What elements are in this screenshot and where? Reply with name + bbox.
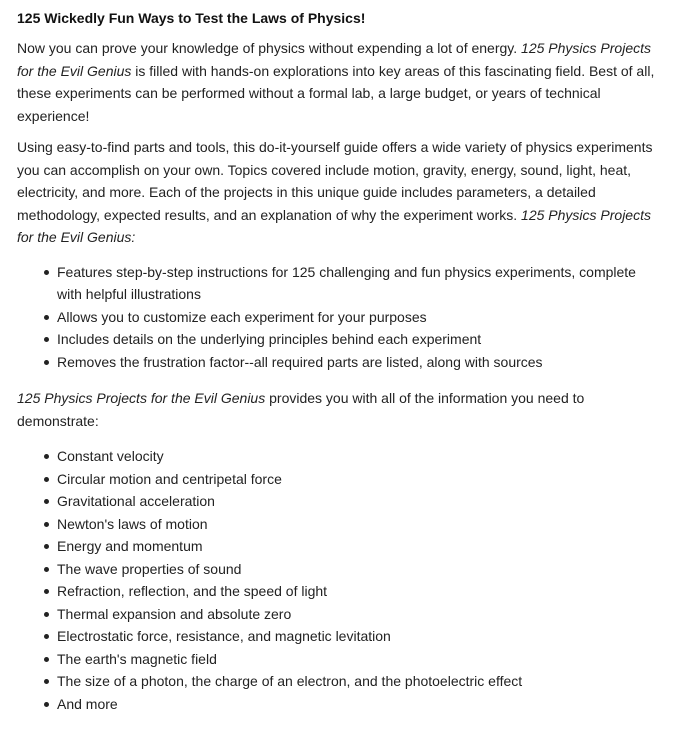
- bullet-icon: [44, 499, 49, 504]
- list-item-text: Energy and momentum: [57, 538, 203, 554]
- intro-text: is filled with hands-on explorations into key areas of this fascinating field. Best of all, these experiments can be performed without a formal lab, a large budget, or years of technical experience!: [17, 62, 655, 124]
- list-item: [57, 261, 662, 306]
- bullet-icon: [44, 315, 49, 320]
- list-item-text: Constant velocity: [57, 448, 164, 464]
- demonstrate-paragraph: [17, 387, 662, 432]
- bullet-icon: [44, 360, 49, 365]
- list-item: [57, 648, 662, 671]
- list-item: [57, 558, 662, 581]
- list-item-text: The wave properties of sound: [57, 560, 242, 577]
- bullet-icon: [44, 634, 49, 639]
- list-item: [57, 603, 662, 626]
- list-item: [57, 670, 662, 693]
- bullet-icon: [44, 270, 49, 275]
- bullet-icon: [44, 702, 49, 707]
- list-item-text: Thermal expansion and absolute zero: [57, 605, 292, 622]
- bullet-icon: [44, 657, 49, 662]
- list-item-text: Allows you to customize each experiment for your purposes: [57, 308, 427, 325]
- list-item: [57, 328, 662, 351]
- intro-text: Now you can prove your knowledge of physics without expending a lot of energy.: [17, 40, 522, 56]
- bullet-icon: [44, 522, 49, 527]
- list-item-text: Circular motion and centripetal force: [57, 470, 282, 487]
- page-title: 125 Wickedly Fun Ways to Test the Laws of Physics!: [17, 10, 366, 26]
- bullet-icon: [44, 544, 49, 549]
- list-item: [57, 580, 662, 603]
- list-item: [57, 490, 662, 513]
- demonstrate-text: provides you with all of the information you need to demonstrate:: [17, 390, 585, 429]
- book-title-italic: 125 Physics Projects for the Evil Genius:: [17, 206, 651, 245]
- list-item-text: Newton's laws of motion: [57, 515, 208, 532]
- list-item-text: And more: [57, 695, 118, 712]
- list-item-text: Includes details on the underlying principles behind each experiment: [57, 331, 482, 347]
- list-item-text: Removes the frustration factor--all required parts are listed, along with sources: [57, 353, 543, 370]
- book-title-italic: 125 Physics Projects for the Evil Genius: [17, 390, 266, 406]
- bullet-icon: [44, 477, 49, 482]
- list-item: [57, 468, 662, 491]
- list-item-text: Electrostatic force, resistance, and magnetic levitation: [57, 628, 391, 644]
- bullet-icon: [44, 454, 49, 459]
- bullet-icon: [44, 589, 49, 594]
- list-item-text: The earth's magnetic field: [57, 650, 217, 667]
- list-item: [57, 625, 662, 648]
- list-item: [57, 513, 662, 536]
- bullet-icon: [44, 567, 49, 572]
- book-title-italic: 125 Physics Projects for the Evil Genius: [17, 40, 651, 79]
- topics-list: [17, 445, 662, 715]
- list-item: [57, 693, 662, 716]
- list-item-text: Refraction, reflection, and the speed of light: [57, 583, 328, 599]
- bullet-icon: [44, 612, 49, 617]
- intro-paragraph-2: [17, 136, 662, 249]
- intro-text: Using easy-to-find parts and tools, this do-it-yourself guide offers a wide variety of physics experiments you can accomplish on your own. Topics covered include motion, gravity, energy, sound, light, heat, electricity, and more. Each of the projects in this unique guide includes parameters, a detailed methodology, expected results, and an explanation of why the experiment works.: [17, 139, 653, 223]
- bullet-icon: [44, 679, 49, 684]
- list-item-text: The size of a photon, the charge of an electron, and the photoelectric effect: [57, 673, 523, 689]
- list-item-text: Gravitational acceleration: [57, 493, 215, 509]
- list-item: [57, 306, 662, 329]
- intro-paragraph-1: [17, 37, 662, 127]
- features-list: [17, 261, 662, 374]
- list-item: [57, 445, 662, 468]
- list-item-text: Features step-by-step instructions for 125 challenging and fun physics experiments, complete with helpful illustrations: [57, 263, 636, 302]
- list-item: [57, 351, 662, 374]
- list-item: [57, 535, 662, 558]
- bullet-icon: [44, 337, 49, 342]
